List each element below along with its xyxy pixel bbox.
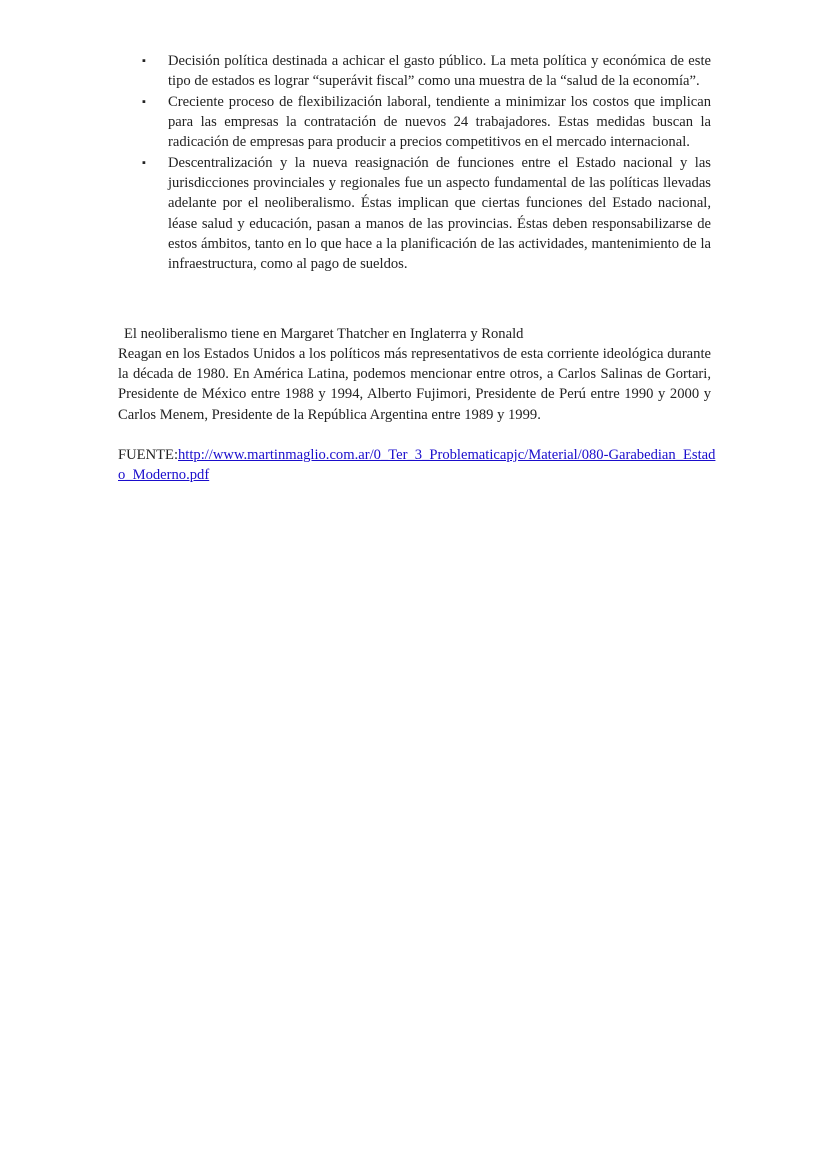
- paragraph-body: Reagan en los Estados Unidos a los políticos más representativos de esta corriente ideológica durante la década de 1980. En América Latina, podemos mencionar entre otros, a Carlos Salinas de Gortari, Presidente de México entre 1988 y 1994, Alberto Fujimori, Presidente de Perú entre 1990 y 2000 y Carlos Menem, Presidente de la República Argentina entre 1989 y 1999.: [118, 346, 711, 423]
- source-citation: [118, 445, 718, 485]
- bullet-square-icon: ▪: [142, 157, 146, 170]
- bullet-list: [140, 51, 711, 275]
- paragraph-first-line: El neoliberalismo tiene en Margaret Thatcher en Inglaterra y Ronald: [124, 326, 524, 342]
- bullet-text: Descentralización y la nueva reasignación de funciones entre el Estado nacional y las jurisdicciones provinciales y regionales fue un aspecto fundamental de las políticas llevadas adelante por el neoliberalismo. Éstas implican que ciertas funciones del Estado nacional, léase salud y educación, pasan a manos de las provincias. Éstas deben responsabilizarse de estos ámbitos, tanto en lo que hace a la planificación de las actividades, mantenimiento de la infraestructura, como al pago de sueldos.: [168, 155, 711, 273]
- bullet-text: Creciente proceso de flexibilización laboral, tendiente a minimizar los costos que implican para las empresas la contratación de nuevos 24 trabajadores. Estas medidas buscan la radicación de empresas para producir a precios competitivos en el mercado internacional.: [168, 93, 711, 151]
- bullet-item: [140, 153, 711, 274]
- bullet-square-icon: ▪: [142, 95, 146, 108]
- source-label: FUENTE:: [118, 447, 178, 463]
- bullet-text: Decisión política destinada a achicar el gasto público. La meta política y económica de este tipo de estados es lograr “superávit fiscal” como una muestra de la “salud de la economía”.: [168, 53, 711, 90]
- bullet-item: [140, 51, 711, 91]
- source-link[interactable]: http://www.martinmaglio.com.ar/0_Ter_3_Problematicapjc/Material/080-Garabedian_Estado_Moderno.pdf: [118, 447, 716, 484]
- bullet-item: [140, 92, 711, 153]
- bullet-square-icon: ▪: [142, 55, 146, 67]
